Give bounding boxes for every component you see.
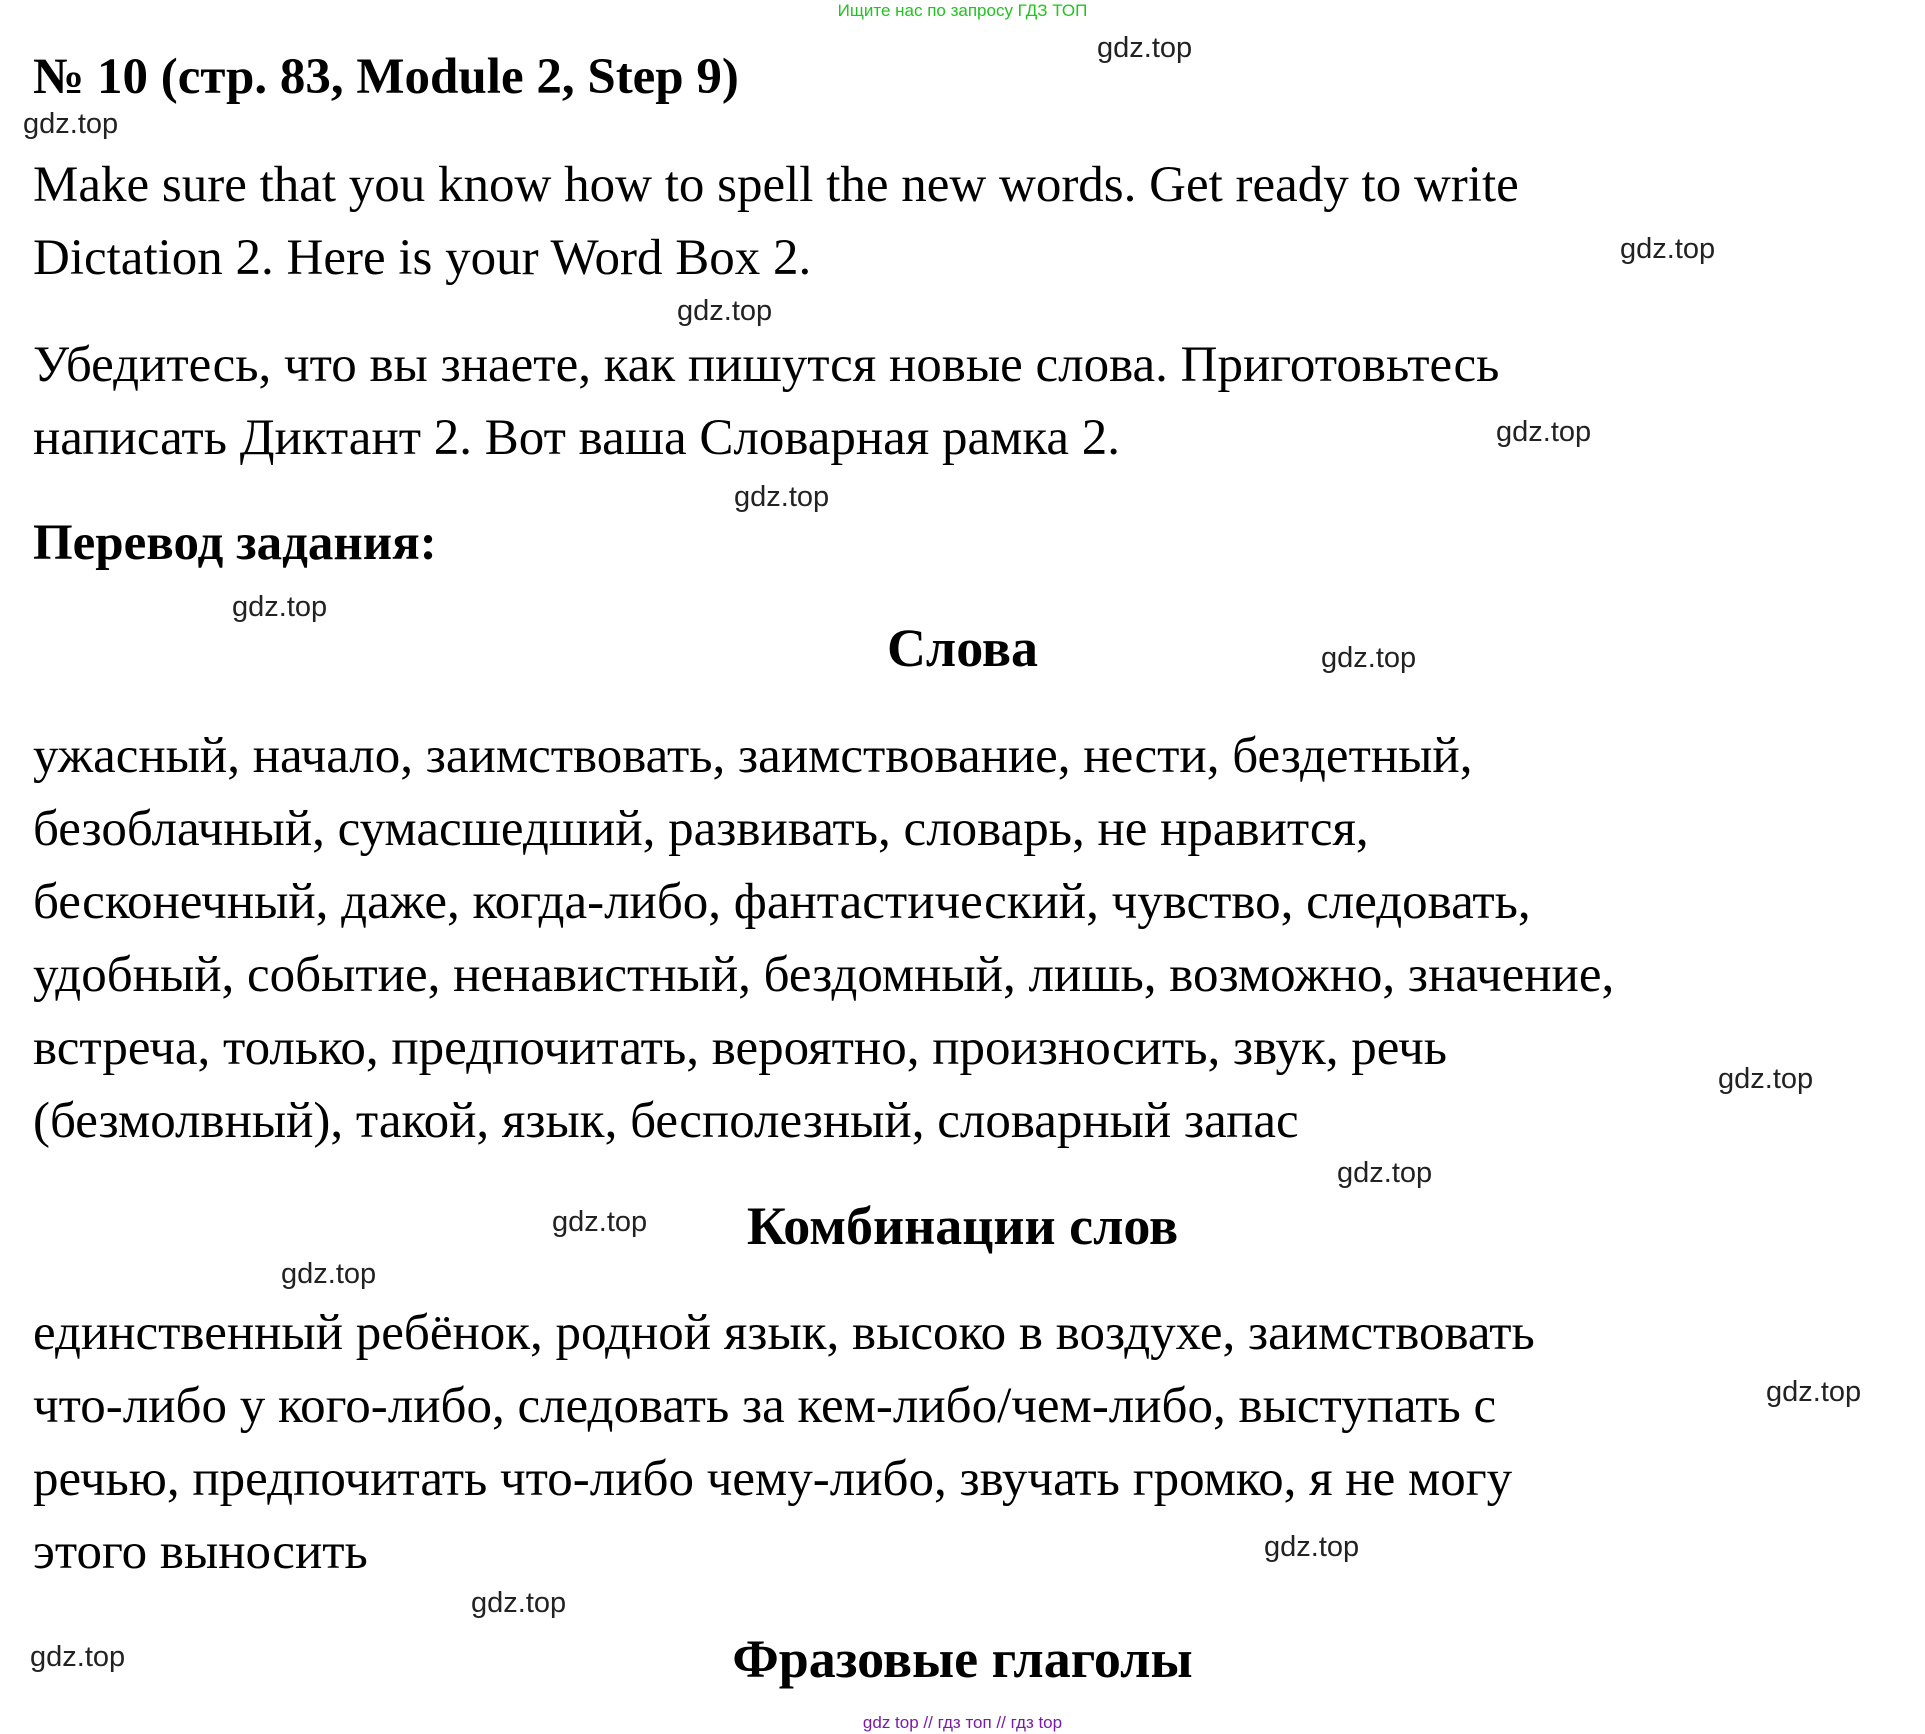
top-banner: Ищите нас по запросу ГДЗ ТОП	[837, 1, 1088, 20]
watermark: gdz.top	[1097, 32, 1193, 64]
watermark: gdz.top	[30, 1641, 126, 1673]
words-list: ужасный, начало, заимствовать, заимствование, нести, бездетный, безоблачный, сумасшедший, развивать, словарь, не нравится, бесконечный, даже, когда-либо, фантастический, чувство, следовать, удобный, событие, ненавистный, бездомный, лишь, возможно, значение, встреча, только, предпочитать, вероятно, произносить, звук, речь (безмолвный), такой, язык, бесполезный, словарный запас	[33, 728, 1615, 1149]
watermark: gdz.top	[552, 1206, 648, 1238]
watermark: gdz.top	[232, 591, 328, 623]
task-heading: № 10 (стр. 83, Module 2, Step 9)	[33, 49, 739, 105]
watermark: gdz.top	[281, 1258, 377, 1290]
bottom-banner: gdz top // гдз топ // гдз top	[862, 1713, 1063, 1732]
watermark: gdz.top	[677, 295, 773, 327]
watermark: gdz.top	[1337, 1157, 1433, 1189]
watermark: gdz.top	[471, 1587, 567, 1619]
word-combinations-heading: Комбинации слов	[746, 1196, 1179, 1256]
watermark: gdz.top	[1264, 1531, 1360, 1563]
watermark: gdz.top	[1321, 642, 1417, 674]
watermark: gdz.top	[1620, 233, 1716, 265]
watermark: gdz.top	[23, 108, 119, 140]
watermark: gdz.top	[1718, 1063, 1814, 1095]
watermark: gdz.top	[734, 481, 830, 513]
words-heading: Слова	[886, 618, 1039, 678]
phrasal-verbs-heading: Фразовые глаголы	[732, 1629, 1193, 1689]
instruction-english: Make sure that you know how to spell the new words. Get ready to write Dictation 2. Here is your Word Box 2.	[33, 157, 1519, 286]
watermark: gdz.top	[1766, 1376, 1862, 1408]
word-combinations-list: единственный ребёнок, родной язык, высоко в воздухе, заимствовать что-либо у кого-либо, следовать за кем-либо/чем-либо, выступать с речью, предпочитать что-либо чему-либо, звучать громко, я не могу этого выносить	[33, 1305, 1535, 1580]
watermark: gdz.top	[1496, 416, 1592, 448]
translation-heading: Перевод задания:	[33, 515, 437, 571]
instruction-russian: Убедитесь, что вы знаете, как пишутся новые слова. Приготовьтесь написать Диктант 2. Вот ваша Словарная рамка 2.	[33, 337, 1500, 466]
